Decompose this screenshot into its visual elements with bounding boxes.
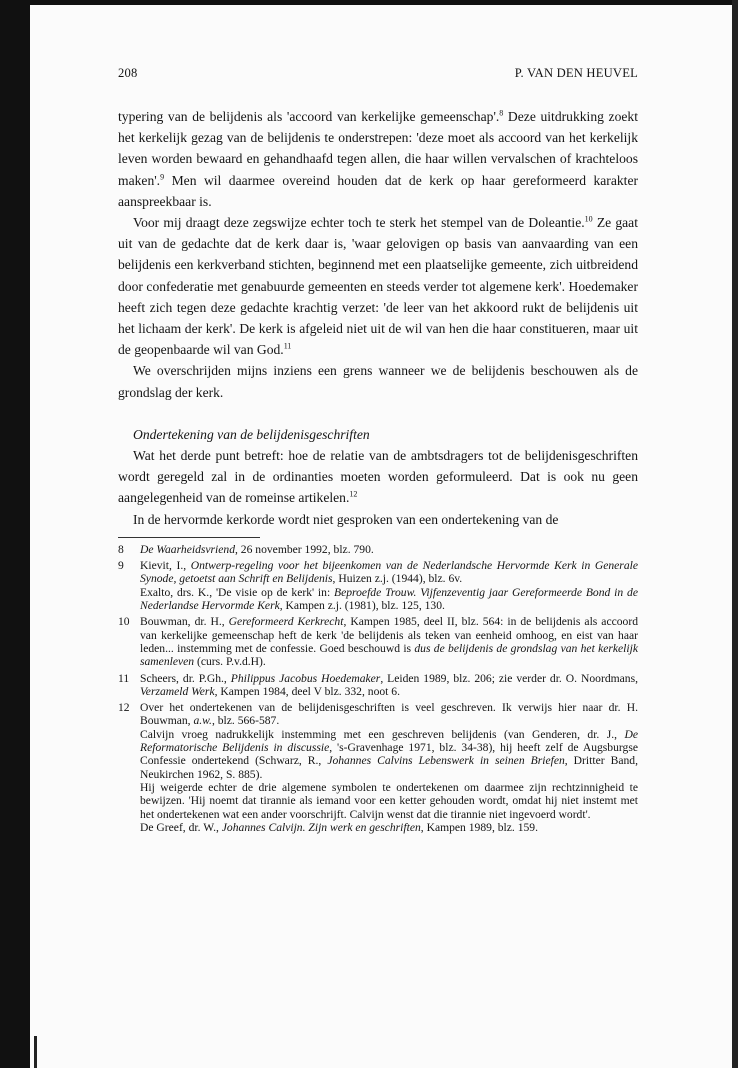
citation-title: Johannes Calvijn. Zijn werk en geschriften (221, 820, 421, 834)
footnote-line (140, 559, 638, 586)
footnote-text (140, 615, 638, 668)
text-run: , Dritter Band, Neukirchen 1962, S. 885). (140, 754, 638, 781)
footnote-line: Hij weigerde echter de drie algemene symbolen te ondertekenen om daarmee zijn rechtzinnigheid te bewijzen. 'Hij noemt dat tirannie als iemand voor een ketter gehouden wordt, omdat hij niet instemt met het ondertekenen wat een ander voorschrijft. Calvijn wenst dat die tirannie niet ingevoerd wordt'. (140, 780, 638, 821)
text-run: , Huizen z.j. (1944), blz. 6v. (332, 572, 463, 586)
citation-title: Beproefde Trouw. Vijfenzeventig jaar Gereformeerde Bond in de Nederlandse Hervormde Kerk (140, 585, 638, 613)
text-run: De Greef, dr. W., (140, 820, 222, 834)
text-run: Bouwman, dr. H., (140, 615, 229, 629)
text-run: Wat het derde punt betreft: hoe de relatie van de ambtsdragers tot de belijdenisgeschriften wordt geregeld zal in de ordinanties moeten worden geformuleerd. Dat is ook nu geen aangelegenheid van de romeinse artikelen. (118, 448, 638, 506)
citation-title: Johannes Calvins Lebenswerk in seinen Briefen (327, 754, 565, 768)
footnote-ref-9[interactable]: 9 (160, 172, 165, 182)
citation-title: De Waarheidsvriend (140, 542, 235, 556)
footnote-number: 8 (118, 542, 124, 556)
running-head (118, 66, 638, 81)
text-run: Deze uitdrukking zoekt het kerkelijk gezag van de belijdenis te onderstrepen: 'deze moet als accoord van het kerkelijk leven worden bewaard en gehandhaafd tegen allen, die haar willen vervalschen of krachteloos maken'. (118, 109, 638, 188)
text-run: Scheers, dr. P.Gh., (140, 671, 231, 685)
footnote-text (140, 672, 638, 699)
footnote-line (140, 615, 638, 668)
text-run: , 26 november 1992, blz. 790. (235, 542, 374, 556)
text-run: Exalto, drs. K., 'De visie op de kerk' in: (140, 585, 335, 599)
text-run: (curs. P.v.d.H). (194, 655, 266, 669)
footnote-12 (118, 701, 638, 834)
footnote-11 (118, 672, 638, 699)
text-run: Over het ondertekenen van de belijdenisgeschriften is veel geschreven. Ik verwijs hier naar dr. H. Bouwman, (140, 701, 638, 728)
text-run: , Leiden 1989, blz. 206; zie verder dr. O. Noordmans, (380, 671, 638, 685)
text-run: Men wil daarmee overeind houden dat de kerk op haar gereformeerd karakter aanspreekbaar is. (118, 172, 638, 209)
footnote-8 (118, 543, 638, 556)
text-run: , Kampen z.j. (1981), blz. 125, 130. (279, 599, 445, 613)
footnote-9 (118, 559, 638, 612)
footnote-number: 10 (118, 615, 130, 629)
paragraph-4 (118, 445, 638, 509)
page-number: 208 (118, 66, 138, 80)
footnote-ref-8[interactable]: 8 (499, 108, 504, 118)
footnote-line (140, 821, 638, 834)
running-head-author: P. VAN DEN HEUVEL (514, 66, 638, 80)
footnotes (118, 543, 638, 834)
footnote-separator (118, 537, 260, 538)
scan-mark (34, 1036, 37, 1068)
footnote-line (140, 672, 638, 699)
text-run: , Kampen 1984, deel V blz. 332, noot 6. (214, 684, 400, 698)
emphasis: dus de belijdenis de grondslag van het kerkelijk samenleven (140, 641, 638, 669)
citation-title: Ontwerp-regeling voor het bijeenkomen van de Nederlandsche Hervormde Kerk in Generale Synode, getoetst aan Schrift en Belijdenis (140, 559, 638, 586)
footnote-text (140, 543, 638, 556)
footnote-line (140, 701, 638, 728)
page-content (118, 66, 638, 837)
text-run: Calvijn vroeg nadrukkelijk instemming met een geschreven belijdenis (van Genderen, dr. J., (140, 727, 625, 741)
citation-title: De Reformatorische Belijdenis in discussie (140, 727, 638, 755)
text-run: Ze gaat uit van de gedachte dat de kerk daar is, 'waar gelovigen op basis van aanvaarding van een belijdenis een kerkverband stichten, beginnend met een plaatselijke gemeente, zich uitbreidend door confederatie met genabuurde gemeenten en steeds verder tot algemene kerk'. Hoedemaker heeft zich tegen deze gedachte krachtig verzet: 'de leer van het akkoord rukt de belijdenis uit het lichaam der kerk'. De kerk is afgeleid niet uit de wil van hen die haar constitueren, maar uit de geopenbaarde wil van God. (118, 215, 638, 358)
citation-title: Gereformeerd Kerkrecht (228, 615, 344, 629)
footnote-text (140, 701, 638, 834)
footnote-ref-11[interactable]: 11 (283, 341, 292, 351)
citation-title: a.w. (193, 714, 212, 728)
footnote-text (140, 559, 638, 612)
scan-border-right (732, 0, 738, 1068)
paragraph-5: In de hervormde kerkorde wordt niet gesproken van een ondertekening van de (133, 511, 559, 527)
section-heading: Ondertekening van de belijdenisgeschriften (133, 426, 370, 442)
text-run: Kievit, I., (140, 559, 191, 573)
footnote-number: 9 (118, 559, 124, 573)
text-run: , Kampen 1989, blz. 159. (420, 820, 538, 834)
footnote-10 (118, 615, 638, 668)
footnote-line (140, 728, 638, 781)
scan-border-top (0, 0, 738, 5)
footnote-ref-10[interactable]: 10 (584, 214, 593, 224)
footnote-line (140, 586, 638, 613)
footnote-number: 11 (118, 671, 130, 685)
text-run: , blz. 566-587. (211, 714, 280, 728)
footnote-number: 12 (118, 701, 130, 715)
paragraph-3: We overschrijden mijns inziens een grens wanneer we de belijdenis beschouwen als de grondslag der kerk. (118, 363, 638, 400)
paragraph-2 (118, 212, 638, 360)
scan-border-left (0, 0, 30, 1068)
body-text (118, 106, 638, 530)
text-run: , 's-Gravenhage 1971, blz. 34-38), hij heeft zelf de Augsburgse Confessie ondertekend (Schwarz, R., (140, 741, 639, 768)
text-run: , Kampen 1985, deel II, blz. 564: in de belijdenis als accoord van kerkelijke gemeenschap heft de kerk 'de belijdenis als teken van eenheid omhoog, en eist van haar leden... instemming met de confessie. Goed beschouwd is (140, 615, 638, 655)
footnote-line (140, 543, 638, 556)
footnote-ref-12[interactable]: 12 (349, 489, 358, 499)
text-run: Voor mij draagt deze zegswijze echter toch te sterk het stempel van de Doleantie. (133, 215, 585, 231)
paragraph-1 (118, 106, 638, 212)
text-run: typering van de belijdenis als 'accoord van kerkelijke gemeenschap'. (118, 109, 500, 124)
citation-title: Philippus Jacobus Hoedemaker (230, 671, 381, 685)
citation-title: Verzameld Werk (140, 684, 215, 698)
section-spacer (118, 403, 638, 424)
